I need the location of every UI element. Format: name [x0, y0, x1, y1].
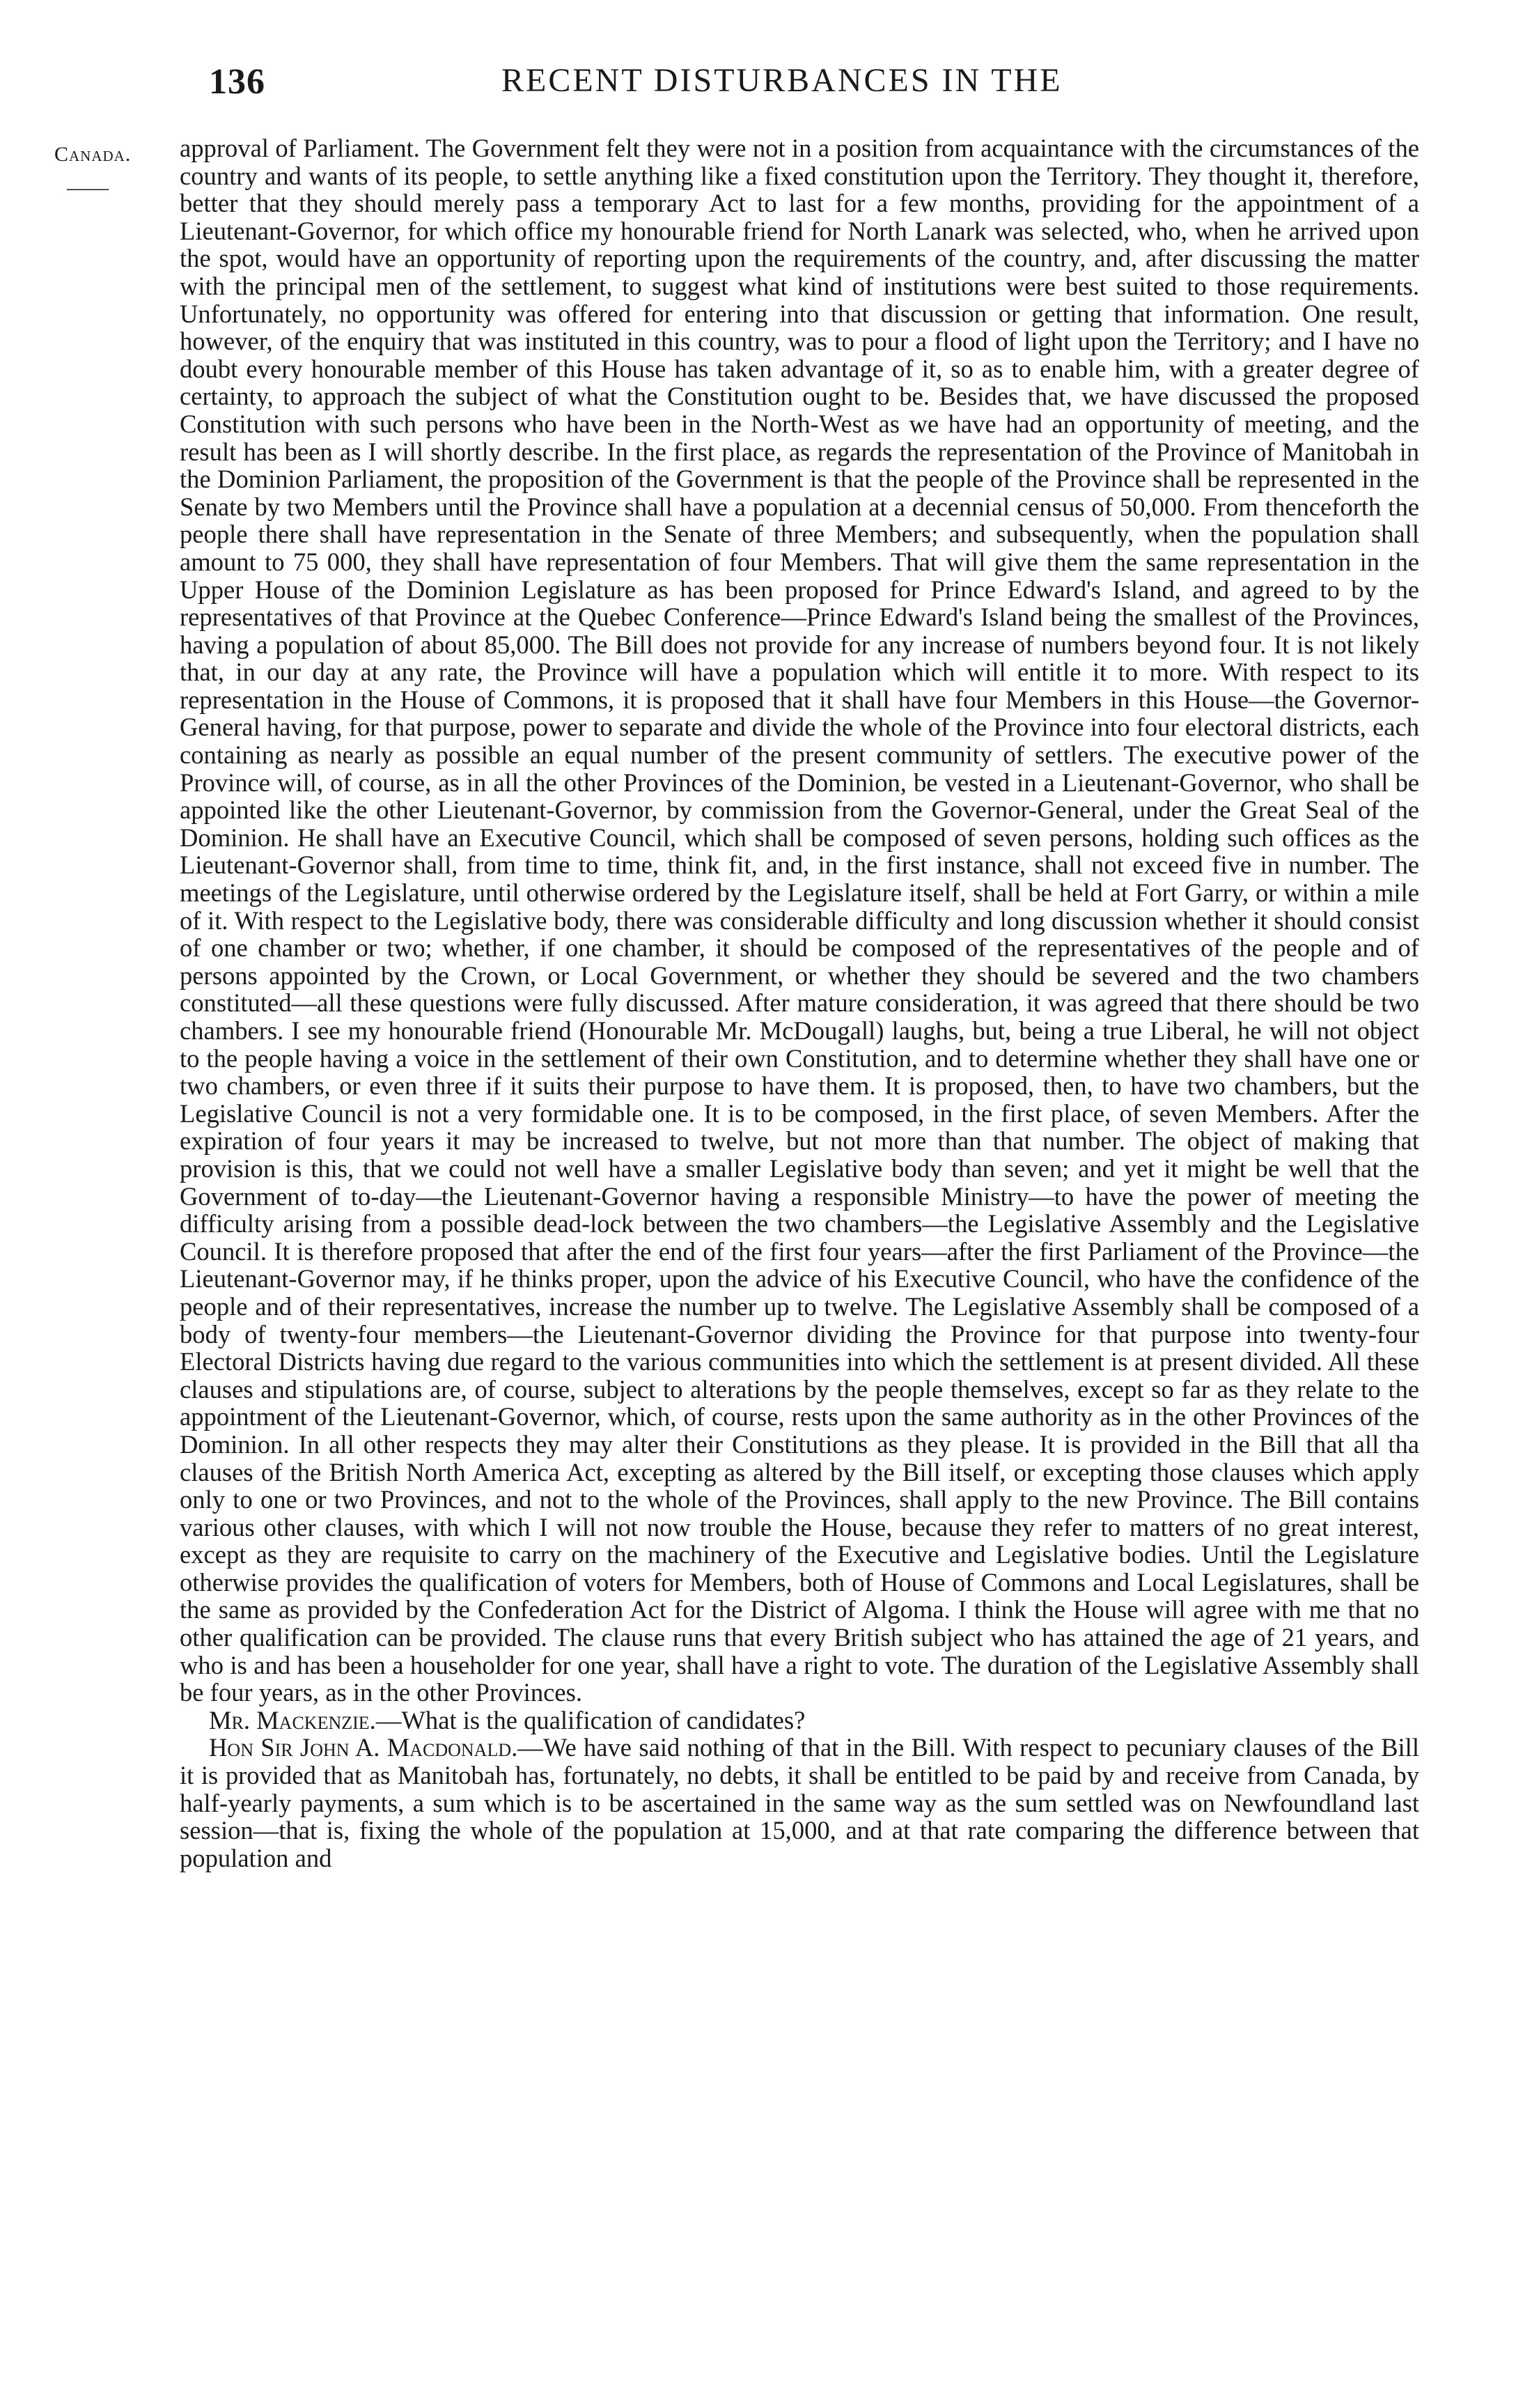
page-number: 136 — [209, 62, 265, 102]
speaker-name: Mr. Mackenzie. — [209, 1705, 376, 1734]
body-text — [180, 134, 1419, 1872]
margin-dash: —— — [67, 176, 109, 199]
paragraph-main: approval of Parliament. The Government felt they were not in a position from acquaintance with the circumstances of the country and wants of its people, to settle anything like a fixed constitution upon the Territory. They thought it, therefore, better that they should merely pass a temporary Act to last for a few months, providing for the appointment of a Lieutenant-Governor, for which office my honourable friend for North Lanark was selected, who, when he arrived upon the spot, would have an opportunity of reporting upon the requirements of the country, and, after discussing the matter with the principal men of the settlement, to suggest what kind of institutions were best suited to those requirements. Unfortunately, no opportunity was offered for entering into that discussion or getting that information. One result, however, of the enquiry that was instituted in this country, was to pour a flood of light upon the Territory; and I have no doubt every honourable member of this House has taken advantage of it, so as to enable him, with a greater degree of certainty, to approach the subject of what the Constitution ought to be. Besides that, we have discussed the proposed Constitution with such persons who have been in the North-West as we have had an opportunity of meeting, and the result has been as I will shortly describe. In the first place, as regards the representation of the Province of Manitobah in the Dominion Parliament, the proposition of the Government is that the people of the Province shall be represented in the Senate by two Members until the Province shall have a population at a decennial census of 50,000. From thenceforth the people there shall have representation in the Senate of three Members; and subsequently, when the population shall amount to 75 000, they shall have representation of four Members. That will give them the same representation in the Upper House of the Dominion Legislature as has been proposed for Prince Edward's Island, and agreed to by the representatives of that Province at the Quebec Conference—Prince Edward's Island being the smallest of the Provinces, having a population of about 85,000. The Bill does not provide for any increase of numbers beyond four. It is not likely that, in our day at any rate, the Province will have a population which will entitle it to more. With respect to its representation in the House of Commons, it is proposed that it shall have four Members in this House—the Governor-General having, for that purpose, power to separate and divide the whole of the Province into four electoral districts, each containing as nearly as possible an equal number of the present community of settlers. The executive power of the Province will, of course, as in all the other Provinces of the Dominion, be vested in a Lieutenant-Governor, who shall be appointed like the other Lieutenant-Governor, by commission from the Governor-General, under the Great Seal of the Dominion. He shall have an Executive Council, which shall be composed of seven persons, holding such offices as the Lieutenant-Governor shall, from time to time, think fit, and, in the first instance, shall not exceed five in number. The meetings of the Legislature, until otherwise ordered by the Legislature itself, shall be held at Fort Garry, or within a mile of it. With respect to the Legislative body, there was considerable difficulty and long discussion whether it should consist of one chamber or two; whether, if one chamber, it should be composed of the representatives of the people and of persons appointed by the Crown, or Local Government, or whether they should be severed and the two chambers constituted—all these questions were fully discussed. After mature consideration, it was agreed that there should be two chambers. I see my honourable friend (Honourable Mr. McDougall) laughs, but, being a true Liberal, he will not object to the people having a voice in the settlement of their own Constitution, and to determine whether they shall have one or two chambers, or even three if it suits their purpose to have them. It is proposed, then, to have two chambers, but the Legislative Council is not a very formidable one. It is to be composed, in the first place, of seven Members. After the expiration of four years it may be increased to twelve, but not more than that number. The object of making that provision is this, that we could not well have a smaller Legislative body than seven; and yet it might be well that the Government of to-day—the Lieutenant-Governor having a responsible Ministry—to have the power of meeting the difficulty arising from a possible dead-lock between the two chambers—the Legislative Assembly and the Legislative Council. It is therefore proposed that after the end of the first four years—after the first Parliament of the Province—the Lieutenant-Governor may, if he thinks proper, upon the advice of his Executive Council, who have the confidence of the people and of their representatives, increase the number up to twelve. The Legislative Assembly shall be composed of a body of twenty-four members—the Lieutenant-Governor dividing the Province for that purpose into twenty-four Electoral Districts having due regard to the various communities into which the settlement is at present divided. All these clauses and stipulations are, of course, subject to alterations by the people themselves, except so far as they relate to the appointment of the Lieutenant-Governor, which, of course, rests upon the same authority as in the other Provinces of the Dominion. In all other respects they may alter their Constitutions as they please. It is provided in the Bill that all tha clauses of the British North America Act, excepting as altered by the Bill itself, or excepting those clauses which apply only to one or two Provinces, and not to the whole of the Provinces, shall apply to the new Province. The Bill contains various other clauses, with which I will not now trouble the House, because they refer to matters of no great interest, except as they are requisite to carry on the machinery of the Executive and Legislative bodies. Until the Legislature otherwise provides the qualification of voters for Members, both of House of Commons and Local Legislatures, shall be the same as provided by the Confederation Act for the District of Algoma. I think the House will agree with me that no other qualification can be provided. The clause runs that every British subject who has attained the age of 21 years, and who is and has been a householder for one year, shall have a right to vote. The duration of the Legislative Assembly shall be four years, as in the other Provinces. — [180, 134, 1419, 1707]
speaker-name: Hon Sir John A. Macdonald. — [209, 1733, 518, 1762]
margin-label: Canada. — [54, 143, 132, 166]
speech-text: —What is the qualification of candidates? — [375, 1705, 806, 1734]
speech-macdonald — [180, 1734, 1419, 1872]
speech-text: —We have said nothing of that in the Bill. With respect to pecuniary clauses of the Bill it is provided that as Manitobah has, fortunately, no debts, it shall be entitled to be paid by and receive from Canada, by half-yearly payments, a sum which is to be ascertained in the same way as the sum settled was on Newfoundland last session—that is, fixing the whole of the population at 15,000, and at that rate comparing the difference between that population and — [180, 1733, 1419, 1872]
running-head: RECENT DISTURBANCES IN THE — [501, 62, 1063, 99]
speech-mackenzie — [180, 1707, 1419, 1734]
